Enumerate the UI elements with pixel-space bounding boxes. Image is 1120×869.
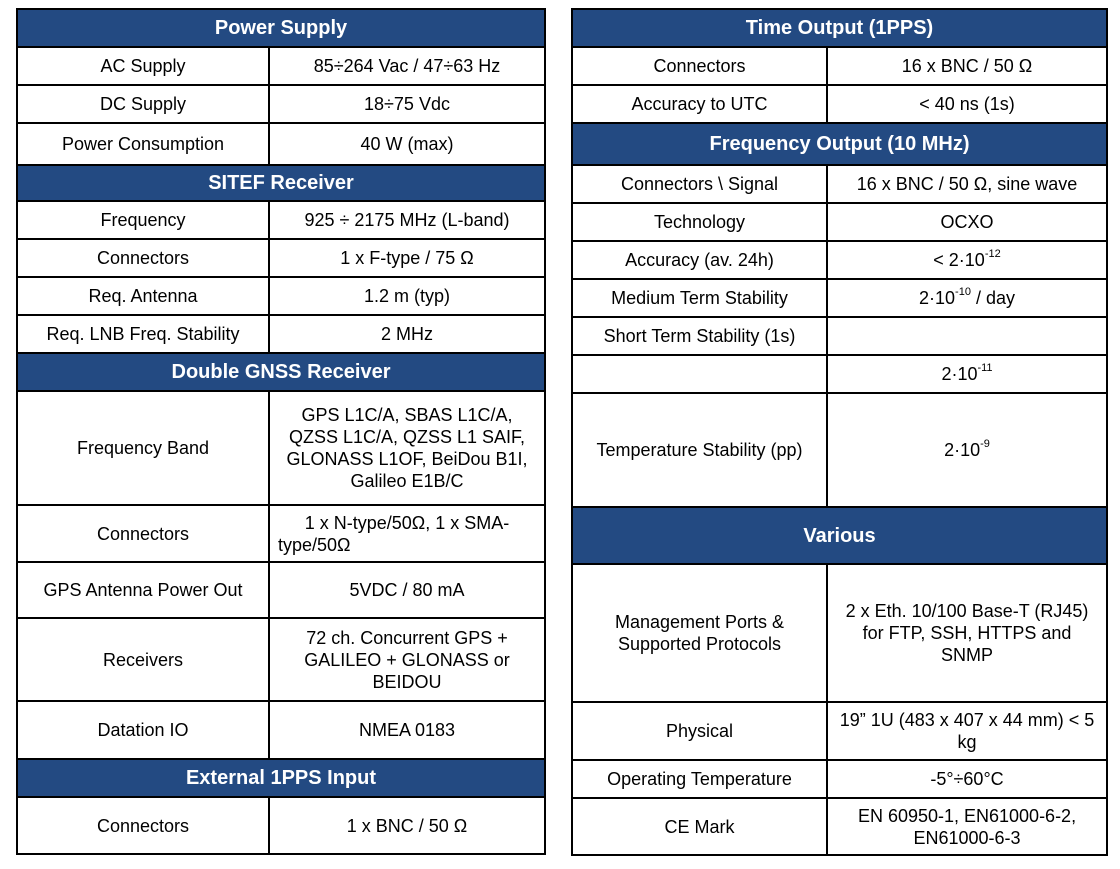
table-row (17, 85, 545, 123)
spec-label (572, 355, 827, 393)
table-row (17, 562, 545, 618)
table-row (17, 123, 545, 165)
spec-value (827, 241, 1107, 279)
value-base: 2·10 (944, 440, 981, 460)
value-base: 2·10 (919, 288, 956, 308)
spec-label: Accuracy to UTC (572, 85, 827, 123)
spec-label: AC Supply (17, 47, 269, 85)
table-row (572, 760, 1107, 798)
section-header-sitef-receiver: SITEF Receiver (17, 165, 545, 201)
spec-value: 72 ch. Concurrent GPS + GALILEO + GLONASS or BEIDOU (269, 618, 545, 701)
spec-value (827, 393, 1107, 507)
left-spec-table (16, 8, 546, 855)
spec-value: 925 ÷ 2175 MHz (L-band) (269, 201, 545, 239)
value-exponent: -11 (977, 362, 993, 374)
spec-value: NMEA 0183 (269, 701, 545, 759)
section-header-various: Various (572, 507, 1107, 564)
table-row (17, 391, 545, 505)
value-exponent: -9 (980, 438, 990, 450)
spec-label: DC Supply (17, 85, 269, 123)
spec-value (827, 317, 1107, 355)
section-header-double-gnss-receiver: Double GNSS Receiver (17, 353, 545, 391)
table-row (572, 702, 1107, 760)
spec-value: -5°÷60°C (827, 760, 1107, 798)
spec-value: 16 x BNC / 50 Ω, sine wave (827, 165, 1107, 203)
spec-label: GPS Antenna Power Out (17, 562, 269, 618)
spec-label: Connectors (17, 797, 269, 854)
section-header-power-supply: Power Supply (17, 9, 545, 47)
table-row (572, 203, 1107, 241)
spec-label: Connectors (17, 505, 269, 562)
spec-label: Operating Temperature (572, 760, 827, 798)
table-row (17, 277, 545, 315)
spec-label: Receivers (17, 618, 269, 701)
spec-value: 2 x Eth. 10/100 Base-T (RJ45) for FTP, SSH, HTTPS and SNMP (827, 564, 1107, 702)
table-row (17, 201, 545, 239)
spec-label: Connectors (17, 239, 269, 277)
table-row (572, 393, 1107, 507)
spec-label: Connectors (572, 47, 827, 85)
section-header-frequency-output: Frequency Output (10 MHz) (572, 123, 1107, 165)
spec-label: Req. LNB Freq. Stability (17, 315, 269, 353)
table-row (572, 564, 1107, 702)
spec-value (827, 279, 1107, 317)
table-row (17, 797, 545, 854)
table-row (572, 241, 1107, 279)
table-row (17, 701, 545, 759)
spec-label: Short Term Stability (1s) (572, 317, 827, 355)
table-row (572, 85, 1107, 123)
table-row (572, 798, 1107, 855)
spec-value: 1 x N-type/50Ω, 1 x SMA-type/50Ω (269, 505, 545, 562)
spec-label: Accuracy (av. 24h) (572, 241, 827, 279)
spec-label: Connectors \ Signal (572, 165, 827, 203)
spec-label: Management Ports & Supported Protocols (572, 564, 827, 702)
spec-value: 1.2 m (typ) (269, 277, 545, 315)
table-row (572, 47, 1107, 85)
table-row (572, 355, 1107, 393)
table-row (572, 279, 1107, 317)
right-spec-table (571, 8, 1108, 856)
spec-value: 40 W (max) (269, 123, 545, 165)
value-exponent: -12 (984, 248, 1001, 260)
spec-label: Frequency Band (17, 391, 269, 505)
spec-label: Power Consumption (17, 123, 269, 165)
spec-value: < 40 ns (1s) (827, 85, 1107, 123)
table-row (17, 239, 545, 277)
table-row (572, 317, 1107, 355)
value-base: 2·10 (941, 364, 978, 384)
value-exponent: -10 (955, 286, 971, 298)
table-row (17, 618, 545, 701)
spec-label: Req. Antenna (17, 277, 269, 315)
spec-value: 1 x F-type / 75 Ω (269, 239, 545, 277)
value-base: < 2·10 (933, 250, 985, 270)
spec-value: OCXO (827, 203, 1107, 241)
spec-label: Technology (572, 203, 827, 241)
spec-value: EN 60950-1, EN61000-6-2, EN61000-6-3 (827, 798, 1107, 855)
spec-value: 5VDC / 80 mA (269, 562, 545, 618)
spec-value (827, 355, 1107, 393)
table-row (17, 47, 545, 85)
spec-value: 18÷75 Vdc (269, 85, 545, 123)
spec-value: 16 x BNC / 50 Ω (827, 47, 1107, 85)
spec-label: Frequency (17, 201, 269, 239)
spec-value: GPS L1C/A, SBAS L1C/A, QZSS L1C/A, QZSS L1 SAIF, GLONASS L1OF, BeiDou B1I, Galileo E1B/C (269, 391, 545, 505)
spec-value: 1 x BNC / 50 Ω (269, 797, 545, 854)
spec-value: 19” 1U (483 x 407 x 44 mm) < 5 kg (827, 702, 1107, 760)
spec-label: Medium Term Stability (572, 279, 827, 317)
section-header-time-output: Time Output (1PPS) (572, 9, 1107, 47)
spec-label: CE Mark (572, 798, 827, 855)
section-header-external-1pps-input: External 1PPS Input (17, 759, 545, 797)
spec-value: 2 MHz (269, 315, 545, 353)
spec-label: Physical (572, 702, 827, 760)
table-row (17, 505, 545, 562)
value-suffix: / day (970, 288, 1015, 308)
spec-label: Datation IO (17, 701, 269, 759)
spec-value: 85÷264 Vac / 47÷63 Hz (269, 47, 545, 85)
table-row (572, 165, 1107, 203)
spec-label: Temperature Stability (pp) (572, 393, 827, 507)
table-row (17, 315, 545, 353)
